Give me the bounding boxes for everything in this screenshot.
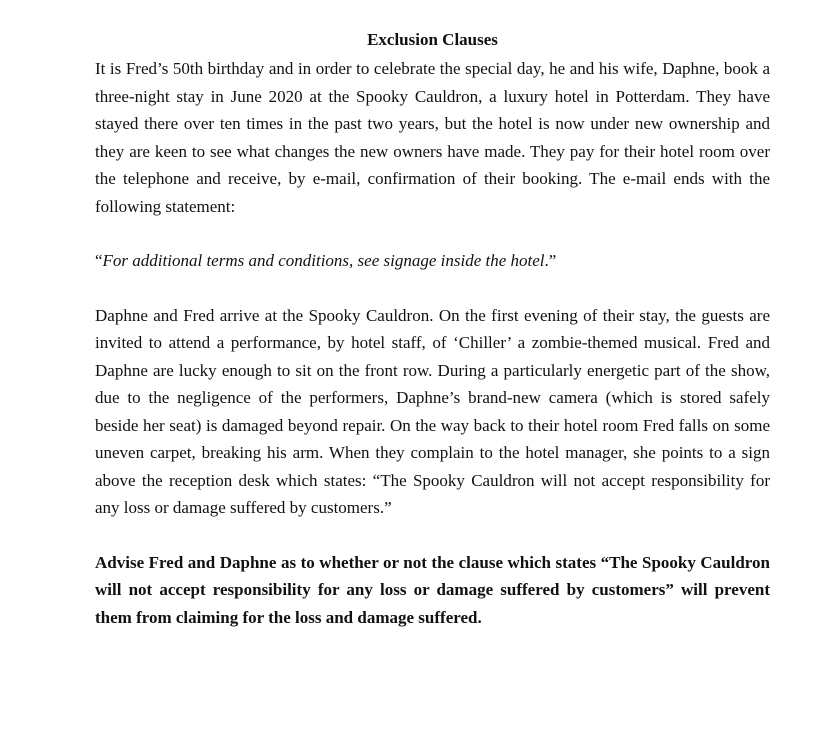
paragraph-booking: It is Fred’s 50th birthday and in order to celebrate the special day, he and his wife, Daphne, book a three-night stay in June 2020 at the Spooky Cauldron, a luxury hotel in Potterdam. They have stayed there over ten times in the past two years, but the hotel is now under new ownership and they are keen to see what changes the new owners have made. They pay for their hotel room over the telephone and receive, by e-mail, confirmation of their booking. The e-mail ends with the following statement: [95,59,770,216]
quote-text: For additional terms and conditions, see signage inside the hotel [102,251,545,270]
document-page [95,28,770,631]
document-title: Exclusion Clauses [367,30,498,49]
quote-open-mark: “ [95,251,103,270]
spacer [95,275,770,302]
quote-close-mark: .” [544,251,557,270]
question-paragraph: Advise Fred and Daphne as to whether or not the clause which states “The Spooky Cauldron will not accept responsibility for any loss or damage suffered by customers” will prevent them from claiming for the loss and damage suffered. [95,552,770,627]
spacer [95,220,770,247]
booking-email-statement [95,247,770,275]
paragraph-incident: Daphne and Fred arrive at the Spooky Cauldron. On the first evening of their stay, the guests are invited to attend a performance, by hotel staff, of ‘Chiller’ a zombie-themed musical. Fred and Daphne are lucky enough to sit on the front row. During a particularly energetic part of the show, due to the negligence of the performers, Daphne’s brand-new camera (which is stored safely beside her seat) is damaged beyond repair. On the way back to their hotel room Fred falls on some uneven carpet, breaking his arm. When they complain to the hotel manager, she points to a sign above the reception desk which states: “The Spooky Cauldron will not accept responsibility for any loss or damage suffered by customers.” [95,305,770,517]
spacer [95,522,770,549]
